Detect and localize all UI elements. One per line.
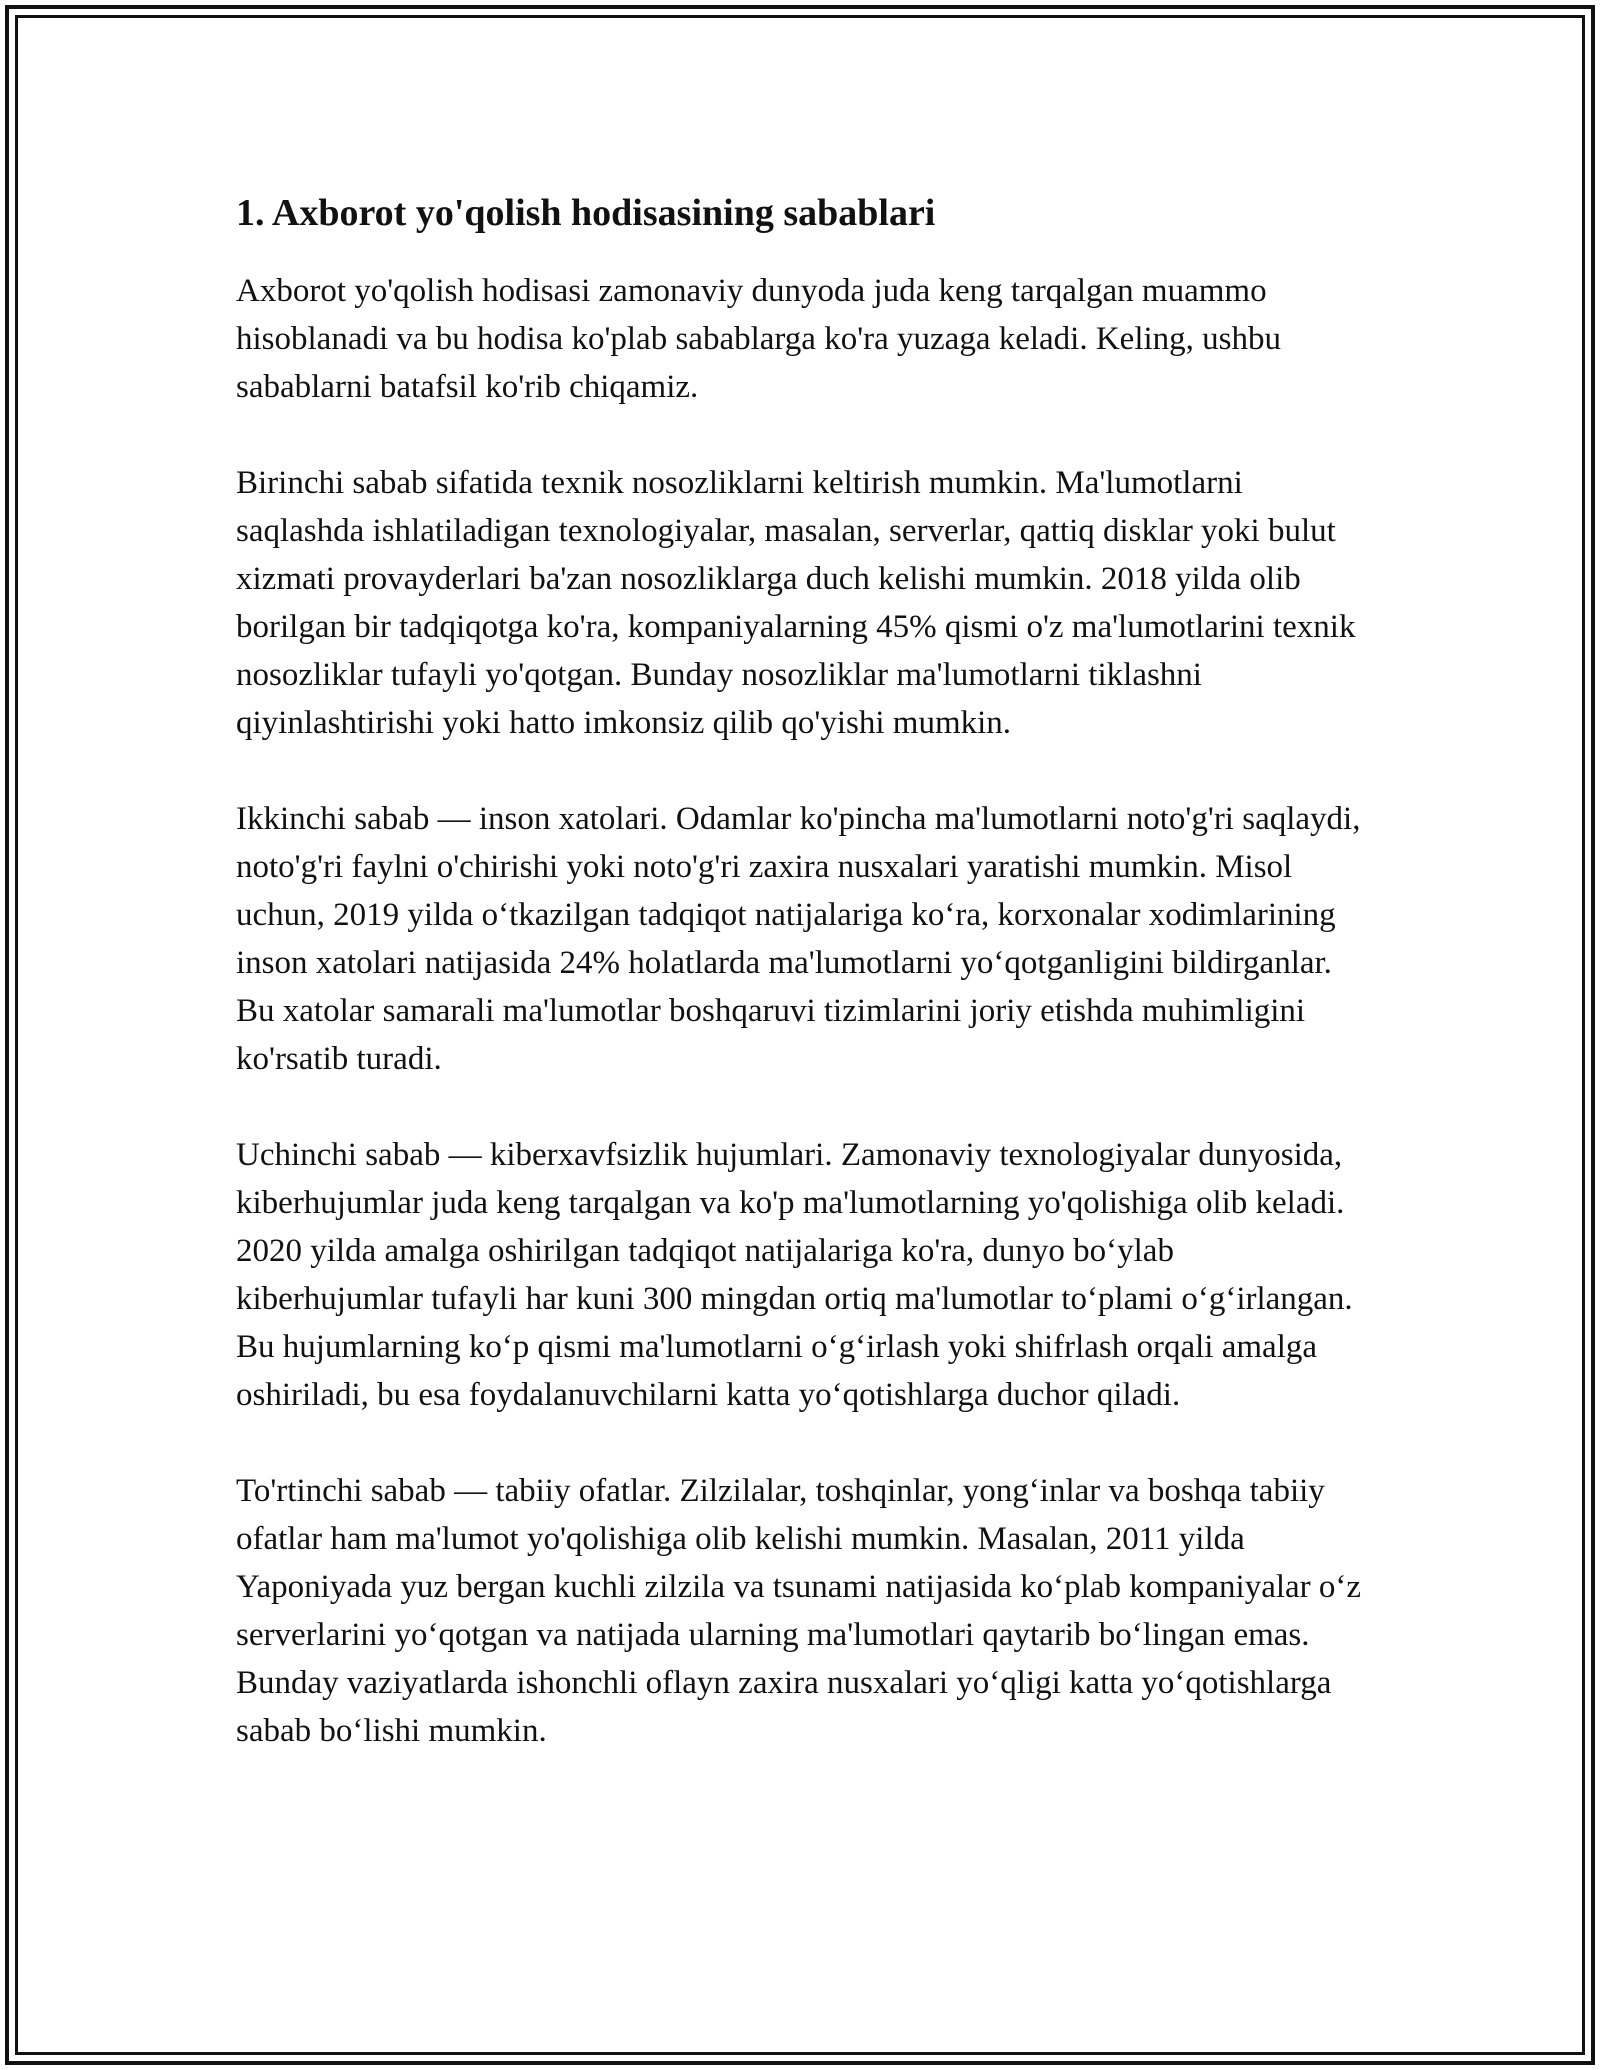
paragraph-natural-disasters: To'rtinchi sabab — tabiiy ofatlar. Zilzilalar, toshqinlar, yongʻinlar va boshqa tabiiy ofatlar ham ma'lumot yo'qolishiga olib kelishi mumkin. Masalan, 2011 yilda Yaponiyada yuz bergan kuchli zilzila va tsunami natijasida koʻplab kompaniyalar oʻz serverlarini yoʻqotgan va natijada ularning ma'lumotlari qaytarib boʻlingan emas. Bunday vaziyatlarda ishonchli oflayn zaxira nusxalari yoʻqligi katta yoʻqotishlarga sabab boʻlishi mumkin. (236, 1473, 1362, 1749)
paragraph-technical-failures: Birinchi sabab sifatida texnik nosozliklarni keltirish mumkin. Ma'lumotlarni saqlashda ishlatiladigan texnologiyalar, masalan, serverlar, qattiq disklar yoki bulut xizmati provayderlari ba'zan nosozliklarga duch kelishi mumkin. 2018 yilda olib borilgan bir tadqiqotga ko'ra, kompaniyalarning 45% qismi o'z ma'lumotlarini texnik nosozliklar tufayli yo'qotgan. Bunday nosozliklar ma'lumotlarni tiklashni qiyinlashtirishi yoki hatto imkonsiz qilib qo'yishi mumkin. (236, 465, 1356, 741)
section-heading: 1. Axborot yo'qolish hodisasining sabablari (236, 192, 936, 234)
paragraph-human-errors: Ikkinchi sabab — inson xatolari. Odamlar ko'pincha ma'lumotlarni noto'g'ri saqlaydi, noto'g'ri faylni o'chirishi yoki noto'g'ri zaxira nusxalari yaratishi mumkin. Misol uchun, 2019 yilda oʻtkazilgan tadqiqot natijalariga koʻra, korxonalar xodimlarining inson xatolari natijasida 24% holatlarda ma'lumotlarni yoʻqotganligini bildirganlar. Bu xatolar samarali ma'lumotlar boshqaruvi tizimlarini joriy etishda muhimligini ko'rsatib turadi. (236, 801, 1361, 1077)
paragraph-intro: Axborot yo'qolish hodisasi zamonaviy dunyoda juda keng tarqalgan muammo hisoblanadi va bu hodisa ko'plab sabablarga ko'ra yuzaga keladi. Keling, ushbu sabablarni batafsil ko'rib chiqamiz. (236, 273, 1282, 405)
paragraph-cyber-attacks: Uchinchi sabab — kiberxavfsizlik hujumlari. Zamonaviy texnologiyalar dunyosida, kiberhujumlar juda keng tarqalgan va ko'p ma'lumotlarning yo'qolishiga olib keladi. 2020 yilda amalga oshirilgan tadqiqot natijalariga ko'ra, dunyo boʻylab kiberhujumlar tufayli har kuni 300 mingdan ortiq ma'lumotlar toʻplami oʻgʻirlangan. Bu hujumlarning koʻp qismi ma'lumotlarni oʻgʻirlash yoki shifrlash orqali amalga oshiriladi, bu esa foydalanuvchilarni katta yoʻqotishlarga duchor qiladi. (236, 1137, 1353, 1413)
document-body (236, 185, 1366, 1803)
